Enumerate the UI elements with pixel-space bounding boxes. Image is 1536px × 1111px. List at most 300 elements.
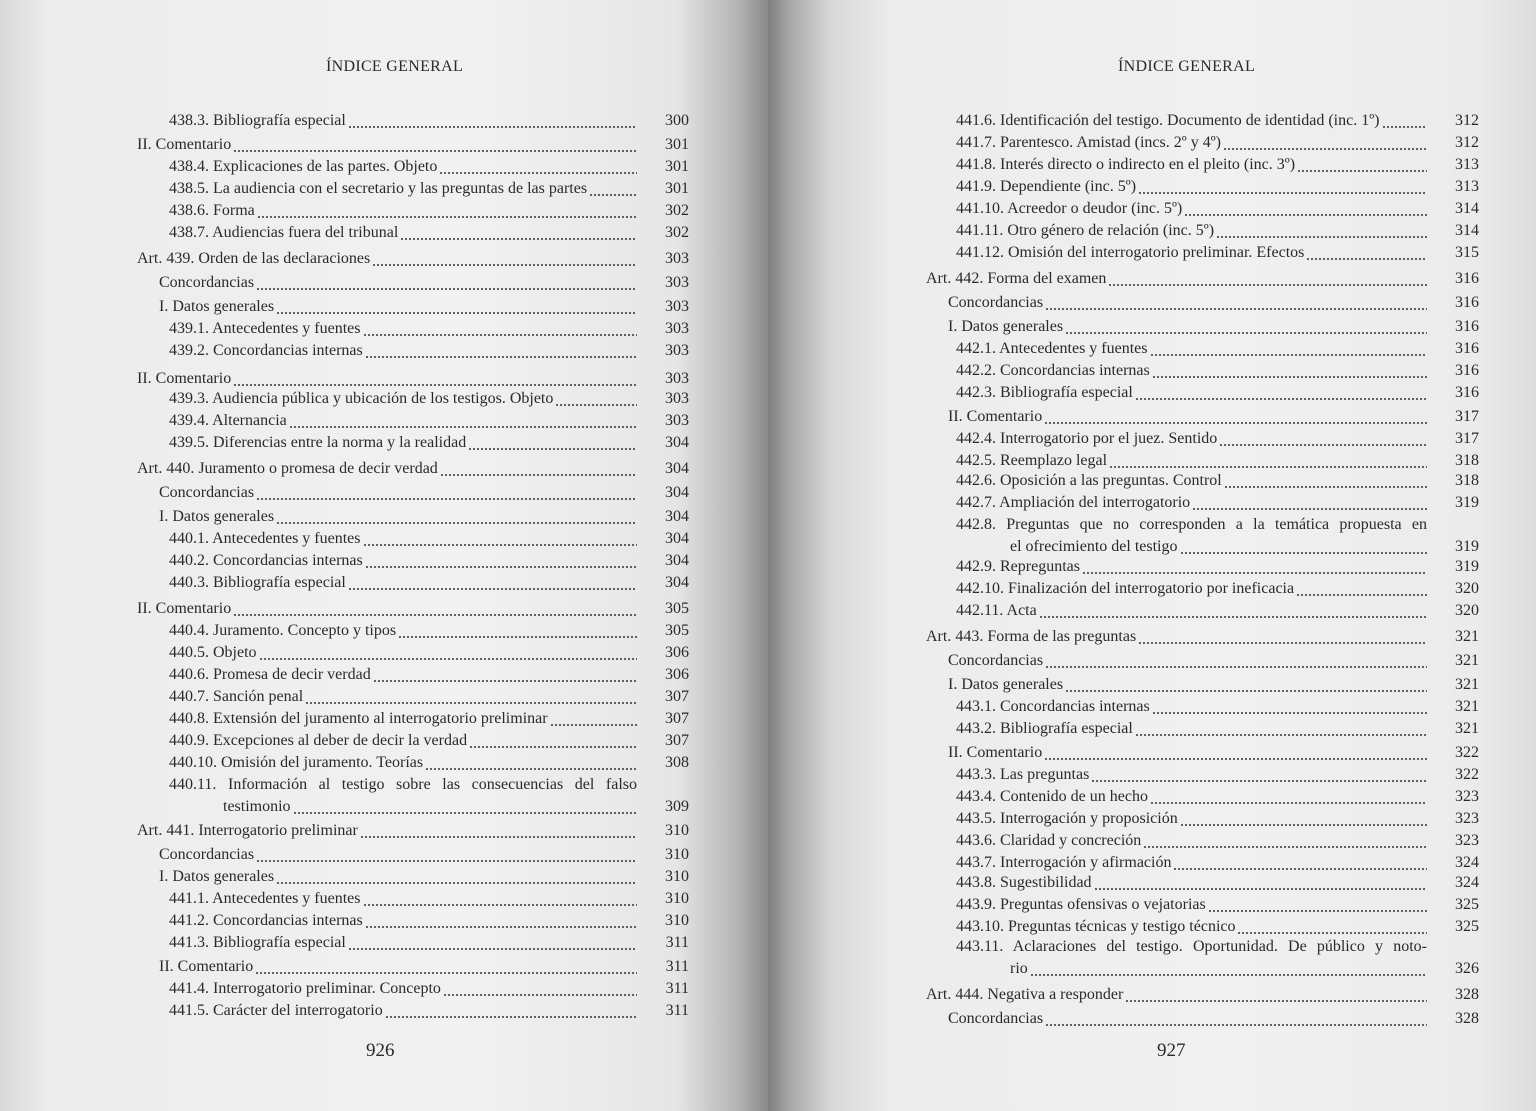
toc-entry-text: 443.8. Sugestibilidad <box>956 874 1092 891</box>
toc-entry <box>956 696 1479 718</box>
right-page <box>768 0 1536 1111</box>
toc-entry-text: Concordancias <box>948 652 1044 669</box>
toc-entry-text: 440.11. Información al testigo sobre las consecuencias del falso <box>169 776 637 793</box>
toc-page-number: 302 <box>665 224 689 241</box>
toc-page-number: 325 <box>1455 896 1479 913</box>
dot-leader <box>1044 406 1427 428</box>
toc-entry-line <box>159 956 637 978</box>
toc-entry-line <box>137 134 637 156</box>
toc-entry <box>169 200 689 222</box>
dot-leader <box>365 550 637 572</box>
dot-leader <box>1152 360 1427 382</box>
toc-entry-line <box>956 808 1427 830</box>
toc-entry-line <box>169 1000 637 1022</box>
dot-leader <box>256 272 637 294</box>
toc-entry <box>948 650 1479 672</box>
toc-entry-text: Art. 443. Forma de las preguntas <box>926 628 1137 645</box>
dot-leader <box>1192 492 1427 514</box>
toc-page-number: 314 <box>1455 200 1479 217</box>
toc-page-number: 321 <box>1455 698 1479 715</box>
toc-entry-text: 442.2. Concordancias internas <box>956 362 1150 379</box>
toc-entry-text: I. Datos generales <box>948 676 1064 693</box>
toc-entry <box>956 600 1479 622</box>
toc-entry <box>159 482 689 504</box>
toc-entry-line <box>169 410 637 432</box>
toc-entry <box>948 316 1479 338</box>
dot-leader <box>550 708 637 730</box>
dot-leader <box>305 686 637 708</box>
toc-page-number: 304 <box>665 530 689 547</box>
toc-entry-text: 440.5. Objeto <box>169 644 257 661</box>
toc-page-number: 322 <box>1455 744 1479 761</box>
toc-entry-text: 441.11. Otro género de relación (inc. 5º) <box>956 222 1215 239</box>
toc-entry-line <box>169 796 637 818</box>
running-head: ÍNDICE GENERAL <box>1118 58 1256 75</box>
toc-entry-line <box>169 752 637 774</box>
toc-entry-line <box>169 888 637 910</box>
toc-entry-text: 439.1. Antecedentes y fuentes <box>169 320 361 337</box>
toc-entry-text: II. Comentario <box>948 744 1043 761</box>
toc-page-number: 310 <box>665 822 689 839</box>
toc-entry-text: 440.1. Antecedentes y fuentes <box>169 530 361 547</box>
toc-page-number: 318 <box>1455 472 1479 489</box>
toc-entry-line <box>169 730 637 752</box>
toc-entry <box>169 528 689 550</box>
toc-page-number: 318 <box>1455 452 1479 469</box>
toc-page-number: 308 <box>665 754 689 771</box>
toc-entry-text: 440.10. Omisión del juramento. Teorías <box>169 754 424 771</box>
toc-page-number: 328 <box>1455 1010 1479 1027</box>
toc-entry-text: 441.8. Interés directo o indirecto en el pleito (inc. 3º) <box>956 156 1296 173</box>
toc-entry-line <box>159 844 637 866</box>
dot-leader <box>257 200 637 222</box>
toc-page-number: 312 <box>1455 112 1479 129</box>
toc-page-number: 307 <box>665 732 689 749</box>
toc-page-number: 304 <box>665 574 689 591</box>
toc-entry <box>137 458 689 480</box>
toc-entry-line <box>956 154 1427 176</box>
toc-entry-line <box>926 984 1427 1006</box>
dot-leader <box>1184 198 1427 220</box>
dot-leader <box>360 820 637 842</box>
toc-entry <box>956 154 1479 176</box>
toc-entry-line <box>956 600 1427 622</box>
dot-leader <box>385 1000 637 1022</box>
dot-leader <box>1150 338 1428 360</box>
toc-entry-line <box>956 492 1427 514</box>
toc-entry <box>137 134 689 156</box>
toc-entry-line <box>169 572 637 594</box>
toc-entry <box>956 786 1479 808</box>
dot-leader <box>256 844 637 866</box>
toc-entry <box>956 808 1479 830</box>
toc-entry-line <box>169 550 637 572</box>
dot-leader <box>1180 536 1428 558</box>
toc-entry-text: 440.8. Extensión del juramento al interrogatorio preliminar <box>169 710 548 727</box>
toc-entry-text: 441.9. Dependiente (inc. 5º) <box>956 178 1137 195</box>
toc-entry-text: Art. 439. Orden de las declaraciones <box>137 250 371 267</box>
toc-page-number: 313 <box>1455 178 1479 195</box>
dot-leader <box>555 388 637 410</box>
toc-page-number: 312 <box>1455 134 1479 151</box>
dot-leader <box>276 296 637 318</box>
dot-leader <box>233 598 637 620</box>
toc-entry-line <box>948 742 1427 764</box>
toc-entry-text: 438.7. Audiencias fuera del tribunal <box>169 224 399 241</box>
toc-entry <box>169 774 689 818</box>
toc-entry-line <box>956 894 1427 916</box>
toc-entry-line <box>169 156 637 178</box>
toc-page-number: 325 <box>1455 918 1479 935</box>
toc-entry-line <box>948 292 1427 314</box>
toc-entry-line <box>169 642 637 664</box>
toc-entry-line <box>956 382 1427 404</box>
toc-page-number: 320 <box>1455 602 1479 619</box>
toc-entry-line <box>169 664 637 686</box>
toc-page-number: 311 <box>665 934 689 951</box>
toc-entry <box>948 674 1479 696</box>
toc-page-number: 303 <box>665 298 689 315</box>
toc-page-number: 303 <box>665 250 689 267</box>
toc-entry <box>169 318 689 340</box>
toc-entry-text: 442.9. Repreguntas <box>956 558 1080 575</box>
toc-page-number: 316 <box>1455 340 1479 357</box>
toc-entry <box>169 708 689 730</box>
toc-entry <box>169 222 689 244</box>
toc-entry-text: 440.2. Concordancias internas <box>169 552 363 569</box>
toc-page-number: 311 <box>665 980 689 997</box>
toc-entry <box>169 686 689 708</box>
toc-entry-text: 442.4. Interrogatorio por el juez. Sentido <box>956 430 1218 447</box>
toc-entry <box>956 110 1479 132</box>
toc-entry-text: 440.7. Sanción penal <box>169 688 304 705</box>
dot-leader <box>1306 242 1427 264</box>
toc-entry <box>956 176 1479 198</box>
toc-entry-text: 441.12. Omisión del interrogatorio preliminar. Efectos <box>956 244 1305 261</box>
toc-page-number: 304 <box>665 552 689 569</box>
toc-entry <box>948 292 1479 314</box>
toc-entry <box>948 742 1479 764</box>
dot-leader <box>373 664 637 686</box>
toc-entry-text-continued: el ofrecimiento del testigo <box>1010 538 1178 555</box>
toc-entry <box>948 1008 1479 1030</box>
toc-entry <box>169 572 689 594</box>
dot-leader <box>233 368 637 390</box>
toc-entry <box>169 432 689 454</box>
toc-page-number: 303 <box>665 412 689 429</box>
toc-entry-line <box>169 910 637 932</box>
toc-entry <box>169 642 689 664</box>
toc-page-number: 315 <box>1455 244 1479 261</box>
toc-entry-line <box>956 132 1427 154</box>
toc-entry <box>169 550 689 572</box>
toc-entry-line <box>137 248 637 270</box>
dot-leader <box>1091 764 1427 786</box>
toc-page-number: 305 <box>665 622 689 639</box>
dot-leader <box>293 796 637 818</box>
toc-page-number: 321 <box>1455 628 1479 645</box>
toc-entry <box>137 248 689 270</box>
toc-page-number: 302 <box>665 202 689 219</box>
toc-entry-line <box>956 470 1427 492</box>
toc-entry-line <box>956 830 1427 852</box>
toc-entry-text: 441.5. Carácter del interrogatorio <box>169 1002 383 1019</box>
toc-page-number: 320 <box>1455 580 1479 597</box>
toc-entry-line <box>956 578 1427 600</box>
toc-entry-text: 443.3. Las preguntas <box>956 766 1090 783</box>
toc-entry <box>956 242 1479 264</box>
toc-entry <box>169 932 689 954</box>
toc-entry-line <box>169 200 637 222</box>
dot-leader <box>348 932 637 954</box>
dot-leader <box>1125 984 1427 1006</box>
toc-entry-line <box>956 338 1427 360</box>
toc-entry <box>159 506 689 528</box>
toc-entry <box>956 872 1479 894</box>
toc-entry-line <box>956 786 1427 808</box>
toc-entry <box>956 916 1479 938</box>
toc-entry <box>956 428 1479 450</box>
toc-page-number: 319 <box>1455 538 1479 555</box>
toc-entry-text: II. Comentario <box>137 370 232 387</box>
toc-entry-line <box>956 718 1427 740</box>
toc-entry-text: 442.5. Reemplazo legal <box>956 452 1108 469</box>
toc-entry-text: 443.2. Bibliografía especial <box>956 720 1133 737</box>
dot-leader <box>1180 808 1427 830</box>
toc-page-number: 323 <box>1455 788 1479 805</box>
dot-leader <box>1296 578 1427 600</box>
toc-entry-text: 442.8. Preguntas que no corresponden a la temática propuesta en <box>956 516 1427 533</box>
toc-page-number: 303 <box>665 342 689 359</box>
toc-entry-text: Art. 442. Forma del examen <box>926 270 1107 287</box>
toc-entry-line <box>159 866 637 888</box>
toc-entry-text: 440.3. Bibliografía especial <box>169 574 346 591</box>
toc-page-number: 301 <box>665 158 689 175</box>
toc-entry <box>956 360 1479 382</box>
toc-entry <box>137 820 689 842</box>
toc-entry-line <box>956 360 1427 382</box>
toc-entry-text: 443.10. Preguntas técnicas y testigo técnico <box>956 918 1236 935</box>
toc-entry <box>956 830 1479 852</box>
toc-entry-line <box>169 388 637 410</box>
toc-page-number: 310 <box>665 890 689 907</box>
toc-entry <box>169 664 689 686</box>
toc-entry-text: 443.1. Concordancias internas <box>956 698 1150 715</box>
dot-leader <box>256 482 637 504</box>
toc-page-number: 300 <box>665 112 689 129</box>
toc-entry-line <box>956 696 1427 718</box>
toc-entry-line <box>956 852 1427 874</box>
dot-leader <box>425 752 637 774</box>
toc-entry <box>169 110 689 132</box>
toc-entry <box>956 450 1479 472</box>
toc-page-number: 303 <box>665 320 689 337</box>
toc-entry-line <box>956 450 1427 472</box>
toc-page-number: 316 <box>1455 294 1479 311</box>
toc-entry-text: 443.7. Interrogación y afirmación <box>956 854 1172 871</box>
toc-entry-text: 440.6. Promesa de decir verdad <box>169 666 371 683</box>
toc-entry-line <box>956 110 1427 132</box>
dot-leader <box>276 866 637 888</box>
dot-leader <box>440 458 637 480</box>
toc-page-number: 306 <box>665 644 689 661</box>
dot-leader <box>468 432 637 454</box>
toc-entry <box>956 894 1479 916</box>
toc-entry <box>169 178 689 200</box>
toc-entry-text: 443.11. Aclaraciones del testigo. Oportunidad. De público y noto- <box>956 938 1427 955</box>
dot-leader <box>1135 718 1427 740</box>
toc-entry-text: Concordancias <box>159 484 255 501</box>
toc-entry <box>926 626 1479 648</box>
toc-entry-line <box>926 268 1427 290</box>
toc-entry-line <box>137 820 637 842</box>
dot-leader <box>1082 556 1427 578</box>
toc-page-number: 304 <box>665 460 689 477</box>
toc-entry-text: Concordancias <box>159 846 255 863</box>
toc-entry <box>956 578 1479 600</box>
toc-page-number: 301 <box>665 136 689 153</box>
dot-leader <box>1065 674 1427 696</box>
dot-leader <box>1044 742 1427 764</box>
dot-leader <box>1039 600 1427 622</box>
toc-page-number: 317 <box>1455 408 1479 425</box>
dot-leader <box>1173 852 1427 874</box>
dot-leader <box>372 248 637 270</box>
toc-entry-line <box>956 242 1427 264</box>
toc-entry <box>169 340 689 362</box>
dot-leader <box>365 340 637 362</box>
toc-entry-text: 439.4. Alternancia <box>169 412 287 429</box>
toc-entry-line <box>948 674 1427 696</box>
toc-entry <box>159 272 689 294</box>
toc-page-number: 314 <box>1455 222 1479 239</box>
toc-entry <box>956 718 1479 740</box>
toc-entry <box>956 382 1479 404</box>
toc-page-number: 313 <box>1455 156 1479 173</box>
toc-entry-text: 443.4. Contenido de un hecho <box>956 788 1148 805</box>
toc-entry-line <box>169 222 637 244</box>
toc-entry-line <box>169 110 637 132</box>
toc-page-number: 310 <box>665 912 689 929</box>
dot-leader <box>365 910 637 932</box>
toc-page-number: 307 <box>665 710 689 727</box>
page-number: 927 <box>1157 1040 1186 1061</box>
toc-page-number: 324 <box>1455 854 1479 871</box>
toc-entry <box>956 132 1479 154</box>
toc-page-number: 319 <box>1455 558 1479 575</box>
toc-entry-text: 441.4. Interrogatorio preliminar. Concepto <box>169 980 441 997</box>
toc-entry-line <box>169 178 637 200</box>
toc-entry <box>137 368 689 390</box>
toc-entry-line <box>956 220 1427 242</box>
dot-leader <box>255 956 637 978</box>
dot-leader <box>1045 292 1427 314</box>
toc-entry <box>956 470 1479 492</box>
dot-leader <box>1109 450 1427 472</box>
toc-page-number: 303 <box>665 370 689 387</box>
dot-leader <box>1382 110 1427 132</box>
toc-entry-text: 438.4. Explicaciones de las partes. Objeto <box>169 158 438 175</box>
toc-entry-line <box>169 340 637 362</box>
dot-leader <box>443 978 637 1000</box>
toc-entry-text: 440.4. Juramento. Concepto y tipos <box>169 622 397 639</box>
toc-entry-line <box>948 1008 1427 1030</box>
toc-entry-text: Concordancias <box>948 294 1044 311</box>
toc-entry-text-continued: rio <box>1010 960 1028 977</box>
toc-page-number: 326 <box>1455 960 1479 977</box>
toc-entry-text: 442.3. Bibliografía especial <box>956 384 1133 401</box>
dot-leader <box>1219 428 1427 450</box>
dot-leader <box>1150 786 1427 808</box>
toc-page-number: 307 <box>665 688 689 705</box>
toc-entry <box>169 730 689 752</box>
toc-page-number: 316 <box>1455 384 1479 401</box>
toc-entry <box>169 752 689 774</box>
toc-entry-text: 439.2. Concordancias internas <box>169 342 363 359</box>
toc-entry-text: 439.5. Diferencias entre la norma y la realidad <box>169 434 467 451</box>
toc-page-number: 316 <box>1455 362 1479 379</box>
dot-leader <box>233 134 637 156</box>
toc-entry <box>926 984 1479 1006</box>
toc-entry <box>956 492 1479 514</box>
toc-entry <box>169 410 689 432</box>
toc-entry <box>956 220 1479 242</box>
dot-leader <box>1143 830 1427 852</box>
toc-entry-text: I. Datos generales <box>159 508 275 525</box>
toc-entry-line <box>956 198 1427 220</box>
toc-entry <box>956 852 1479 874</box>
dot-leader <box>1030 958 1427 980</box>
dot-leader <box>1138 626 1427 648</box>
dot-leader <box>1297 154 1427 176</box>
toc-entry-line <box>956 958 1427 980</box>
toc-page-number: 321 <box>1455 720 1479 737</box>
dot-leader <box>276 506 637 528</box>
toc-entry-line <box>169 432 637 454</box>
toc-entry-text: 441.10. Acreedor o deudor (inc. 5º) <box>956 200 1183 217</box>
dot-leader <box>589 178 637 200</box>
dot-leader <box>1135 382 1427 404</box>
toc-page-number: 321 <box>1455 676 1479 693</box>
dot-leader <box>1108 268 1427 290</box>
toc-page-number: 310 <box>665 868 689 885</box>
toc-page-number: 303 <box>665 274 689 291</box>
toc-entry-line <box>956 556 1427 578</box>
toc-entry-text: 439.3. Audiencia pública y ubicación de los testigos. Objeto <box>169 390 554 407</box>
toc-entry <box>159 296 689 318</box>
toc-page-number: 310 <box>665 846 689 863</box>
dot-leader <box>363 528 638 550</box>
toc-entry-text: 441.6. Identificación del testigo. Documento de identidad (inc. 1º) <box>956 112 1380 129</box>
toc-entry-text: 443.5. Interrogación y proposición <box>956 810 1178 827</box>
toc-page-number: 304 <box>665 508 689 525</box>
toc-entry-text: II. Comentario <box>137 136 232 153</box>
toc-entry-text: Concordancias <box>159 274 255 291</box>
toc-entry-text: 438.3. Bibliografía especial <box>169 112 346 129</box>
toc-entry <box>159 844 689 866</box>
toc-entry-line <box>169 978 637 1000</box>
toc-entry-line <box>169 620 637 642</box>
toc-entry-text: 442.6. Oposición a las preguntas. Control <box>956 472 1222 489</box>
toc-entry-line <box>169 318 637 340</box>
toc-entry-line <box>948 406 1427 428</box>
toc-entry-line <box>956 536 1427 558</box>
toc-page-number: 304 <box>665 434 689 451</box>
toc-entry-text: I. Datos generales <box>159 868 275 885</box>
toc-entry-line <box>169 528 637 550</box>
toc-entry-text: 442.1. Antecedentes y fuentes <box>956 340 1148 357</box>
dot-leader <box>1045 1008 1427 1030</box>
